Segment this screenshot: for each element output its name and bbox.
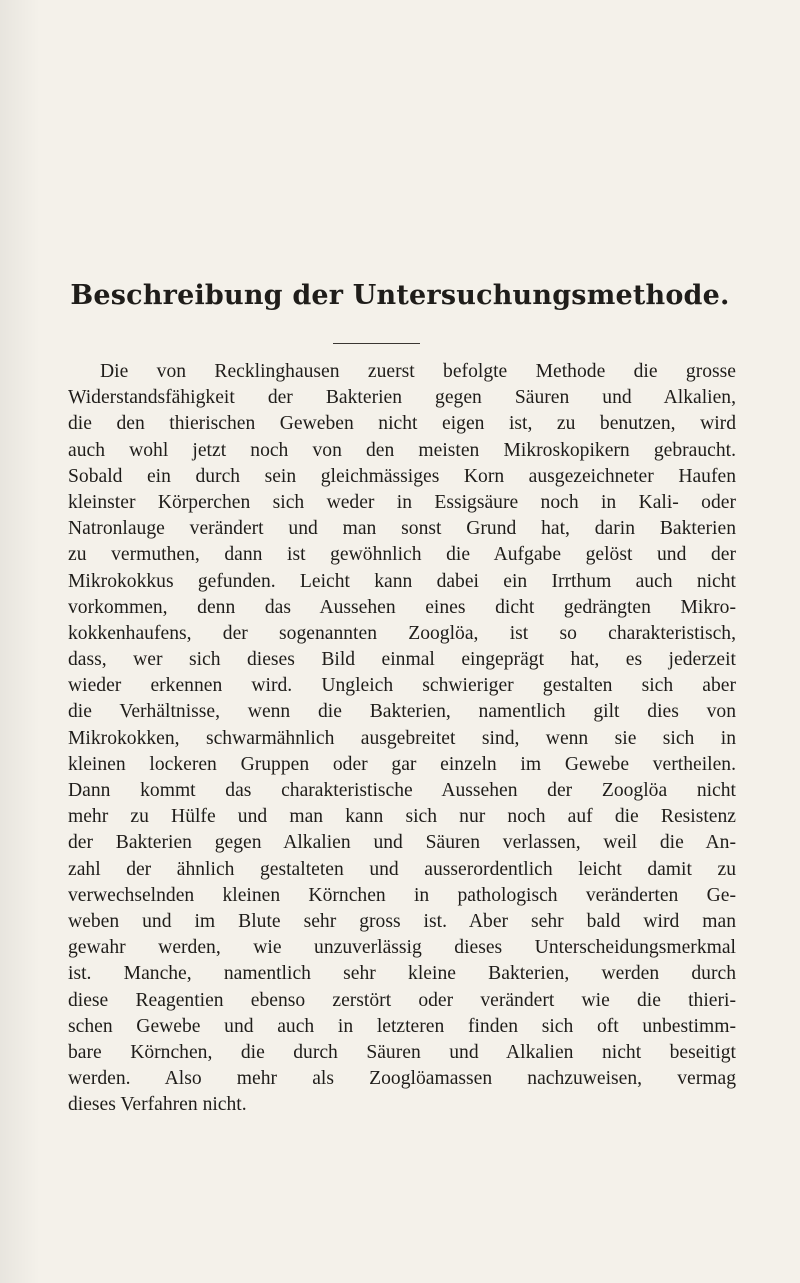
text-line: die Verhältnisse, wenn die Bakterien, namentlich gilt dies von — [68, 701, 736, 723]
text-line: Natronlauge verändert und man sonst Grund hat, darin Bakterien — [68, 518, 736, 540]
text-line: gewahr werden, wie unzuverlässig dieses Unterscheidungsmerkmal — [68, 937, 736, 959]
text-line: schen Gewebe und auch in letzteren finden sich oft unbestimm- — [68, 1015, 736, 1037]
text-line: kleinen lockeren Gruppen oder gar einzeln im Gewebe vertheilen. — [68, 753, 736, 775]
text-line: weben und im Blute sehr gross ist. Aber sehr bald wird man — [68, 910, 736, 932]
body-paragraph — [68, 359, 736, 1118]
text-line: ist. Manche, namentlich sehr kleine Bakterien, werden durch — [68, 963, 736, 985]
text-line: kleinster Körperchen sich weder in Essigsäure noch in Kali- oder — [68, 491, 736, 513]
page-title: Beschreibung der Untersuchungsmethode. — [70, 280, 730, 311]
text-line: die den thierischen Geweben nicht eigen ist, zu benutzen, wird — [68, 413, 736, 435]
text-line: Die von Recklinghausen zuerst befolgte Methode die grosse — [100, 361, 736, 382]
text-line: der Bakterien gegen Alkalien und Säuren verlassen, weil die An- — [68, 832, 736, 854]
text-line: bare Körnchen, die durch Säuren und Alkalien nicht beseitigt — [68, 1041, 736, 1063]
text-line: zu vermuthen, dann ist gewöhnlich die Aufgabe gelöst und der — [68, 544, 736, 566]
text-line: wieder erkennen wird. Ungleich schwieriger gestalten sich aber — [68, 675, 736, 697]
text-line: dass, wer sich dieses Bild einmal eingeprägt hat, es jederzeit — [68, 649, 736, 671]
text-line: kokkenhaufens, der sogenannten Zooglöa, ist so charakteristisch, — [68, 622, 736, 644]
text-line: vorkommen, denn das Aussehen eines dicht gedrängten Mikro- — [68, 596, 736, 618]
text-line: Mikrokokkus gefunden. Leicht kann dabei ein Irrthum auch nicht — [68, 570, 736, 592]
text-line: werden. Also mehr als Zooglöamassen nachzuweisen, vermag — [68, 1068, 736, 1090]
title-divider — [333, 343, 420, 344]
text-line: auch wohl jetzt noch von den meisten Mikroskopikern gebraucht. — [68, 439, 736, 461]
text-line: dieses Verfahren nicht. — [68, 1094, 247, 1116]
text-line: Sobald ein durch sein gleichmässiges Korn ausgezeichneter Haufen — [68, 465, 736, 487]
text-line: mehr zu Hülfe und man kann sich nur noch auf die Resistenz — [68, 806, 736, 828]
text-line: zahl der ähnlich gestalteten und ausserordentlich leicht damit zu — [68, 858, 736, 880]
text-line: Widerstandsfähigkeit der Bakterien gegen Säuren und Alkalien, — [68, 387, 736, 409]
text-line: diese Reagentien ebenso zerstört oder verändert wie die thieri- — [68, 989, 736, 1011]
text-line: verwechselnden kleinen Körnchen in pathologisch veränderten Ge- — [68, 884, 736, 906]
text-line: Dann kommt das charakteristische Aussehen der Zooglöa nicht — [68, 780, 736, 801]
text-line: Mikrokokken, schwarmähnlich ausgebreitet sind, wenn sie sich in — [68, 727, 736, 749]
